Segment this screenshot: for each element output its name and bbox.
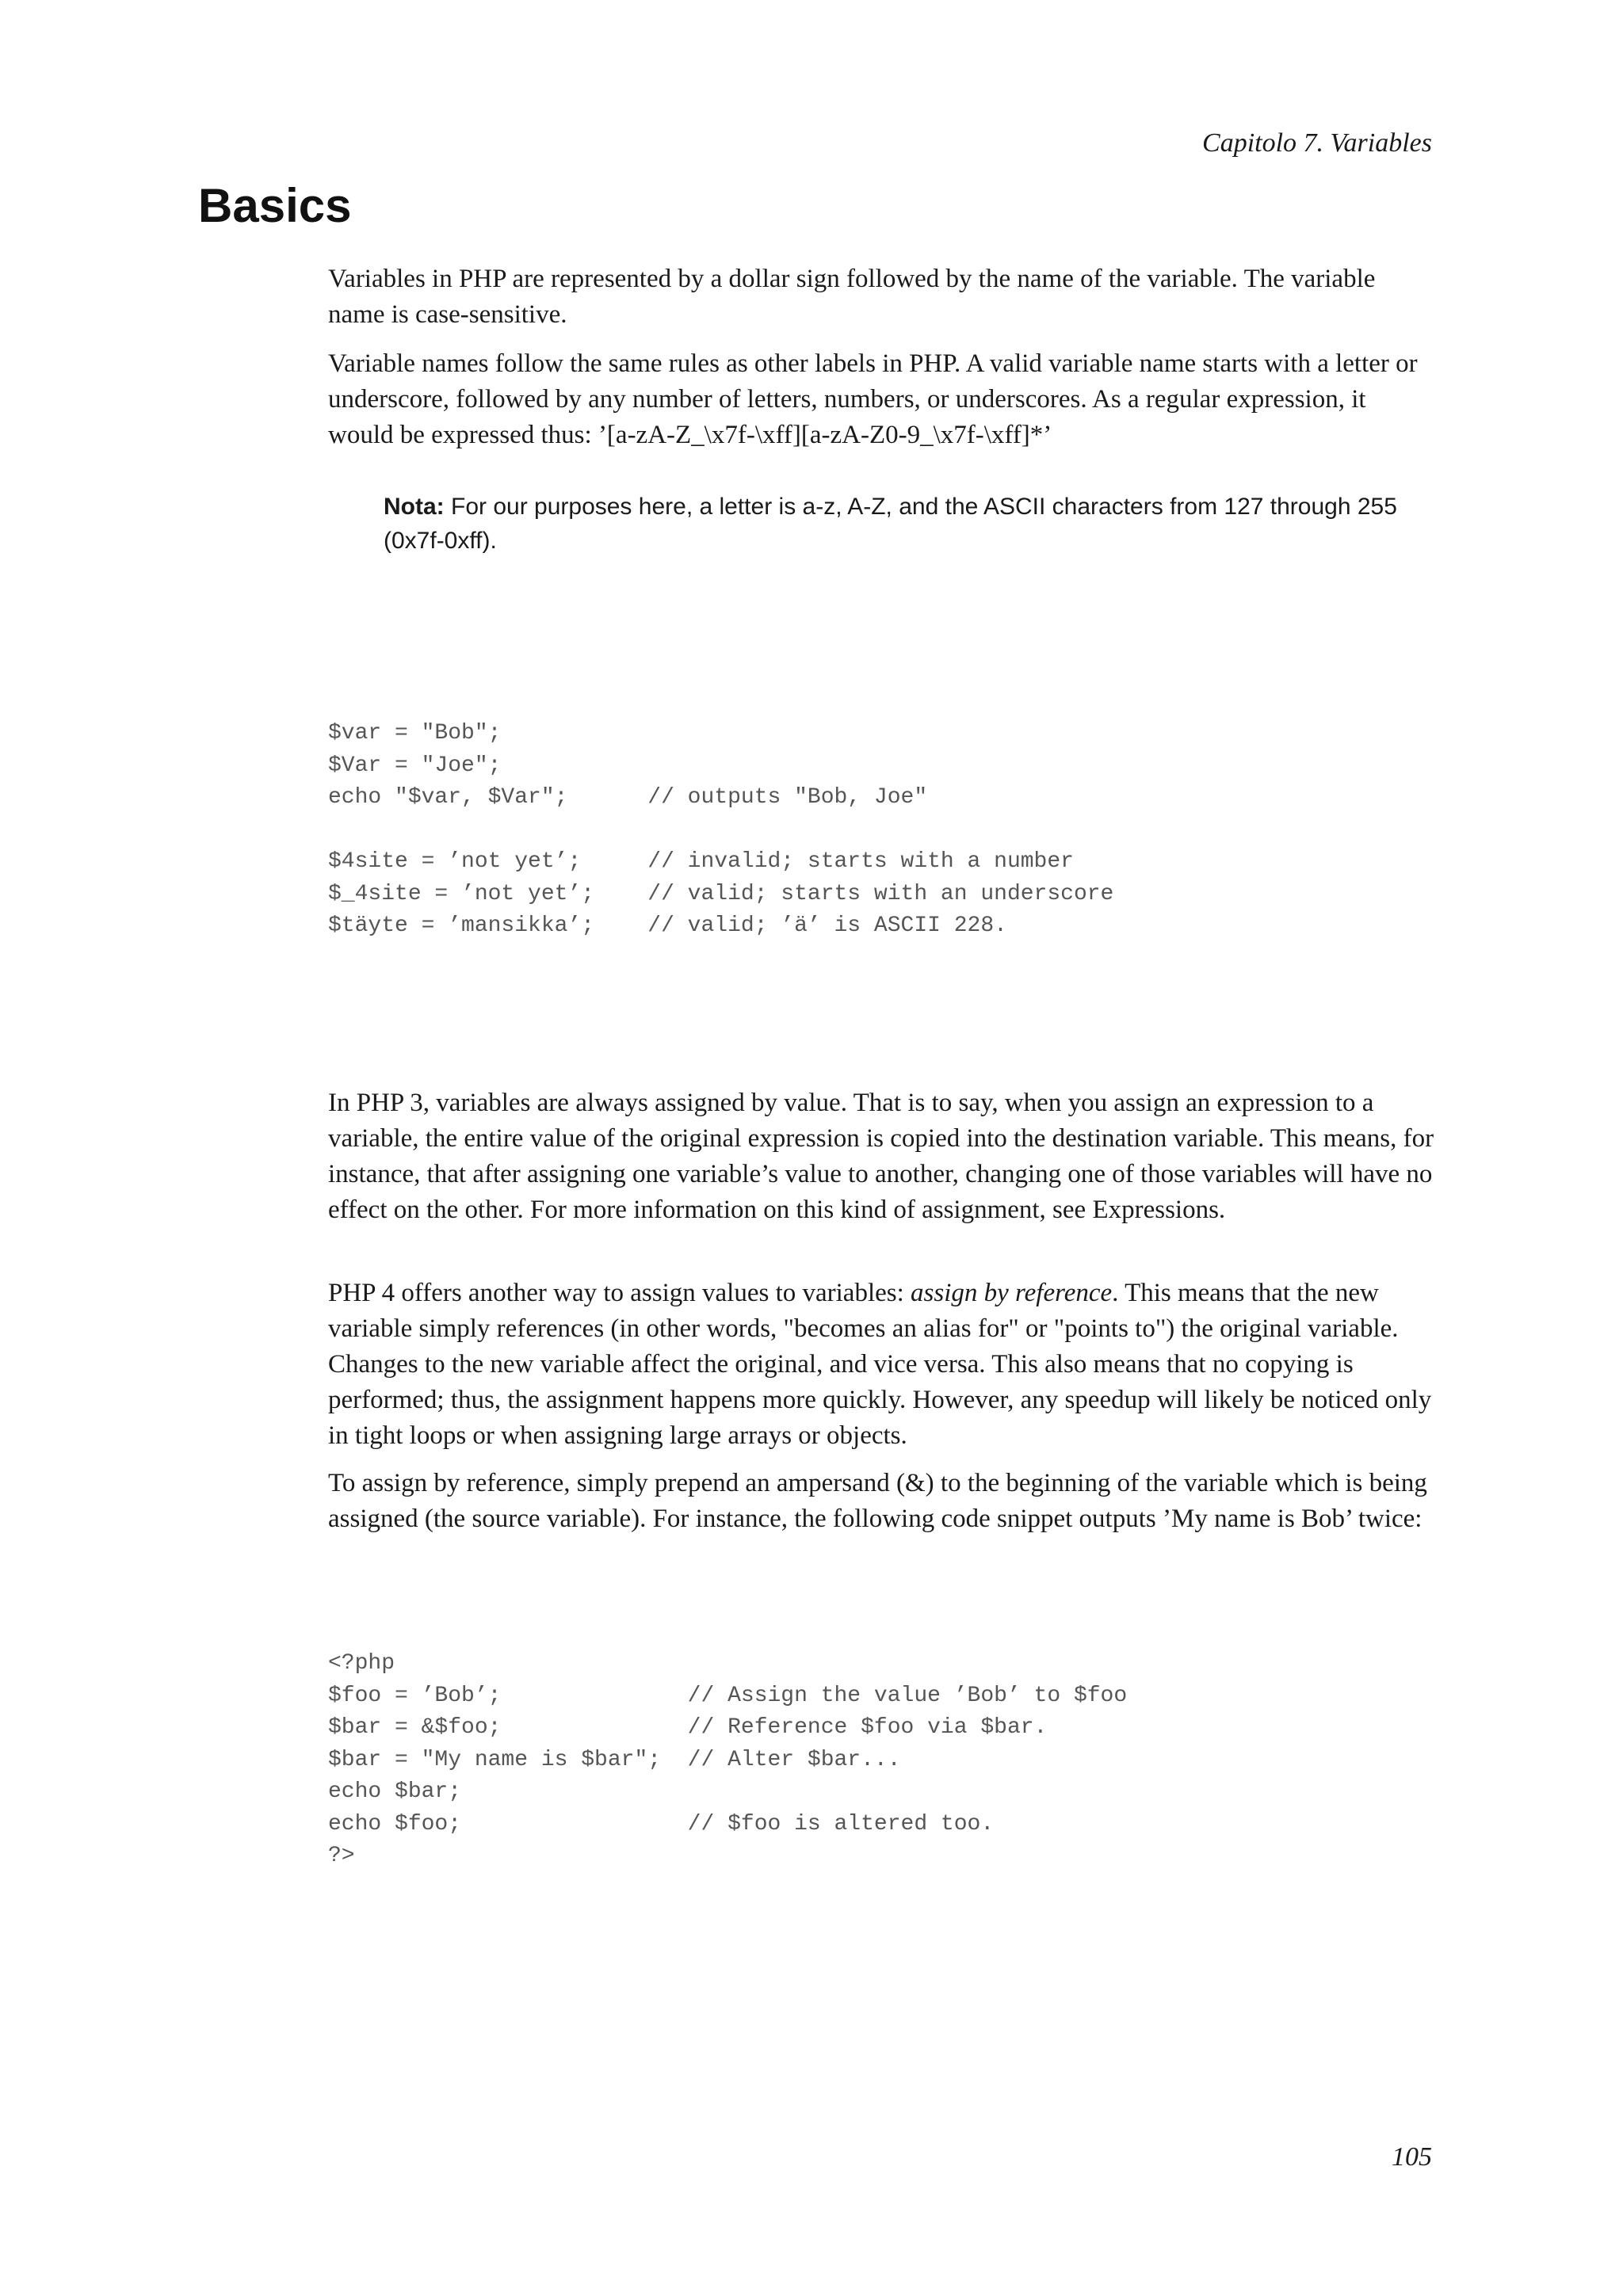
paragraph-reference-howto: To assign by reference, simply prepend an ampersand (&) to the beginning of the variable which is being assigned (the source variable). For instance, the following code snippet outputs ’My name is Bob’ twice: [328,1469,1427,1533]
section-title: Basics [198,179,352,232]
note-label: Nota: [384,494,445,520]
code-example-variable-names: $var = "Bob"; $Var = "Joe"; echo "$var, $Var"; // outputs "Bob, Joe" $4site = ’not yet’; // invalid; starts with a number $_4site = ’not yet’; // valid; starts with an underscore $täyte = ’mansikka’; // valid; ’ä’ is ASCII 228. [328,721,1114,938]
paragraph-assign-by-value: In PHP 3, variables are always assigned by value. That is to say, when you assign an expression to a variable, the entire value of the original expression is copied into the destination variable. This means, for instance, that after assigning one variable’s value to another, changing one of those variables will have no effect on the other. For more information on this kind of assignment, see Expressions. [328,1089,1434,1224]
code-example-reference: <?php $foo = ’Bob’; // Assign the value ’Bob’ to $foo $bar = &$foo; // Reference $foo via $bar. $bar = "My name is $bar"; // Alter $bar... echo $bar; echo $foo; // $foo is altered too. ?> [328,1651,1128,1868]
note-text: For our purposes here, a letter is a-z, A-Z, and the ASCII characters from 127 through 255 (0x7f-0xff). [384,494,1397,554]
running-header: Capitolo 7. Variables [1202,128,1432,158]
paragraph-assign-by-reference [328,1276,1438,1454]
p4-text-start: PHP 4 offers another way to assign values to variables: [328,1279,911,1307]
p4-text-end: . This means that the new variable simply references (in other words, "becomes an alias for" or "points to") the original variable. Changes to the new variable affect the original, and vice versa. This also means that no copying is performed; thus, the assignment happens more quickly. However, any speedup will likely be noticed only in tight loops or when assigning large arrays or objects. [328,1279,1432,1450]
page-number: 105 [1392,2142,1432,2172]
note-callout [384,490,1445,558]
paragraph-intro: Variables in PHP are represented by a dollar sign followed by the name of the variable. The variable name is case-sensitive. [328,265,1376,329]
p4-emphasis: assign by reference [911,1279,1113,1307]
paragraph-naming-rules: Variable names follow the same rules as other labels in PHP. A valid variable name starts with a letter or underscore, followed by any number of letters, numbers, or underscores. As a regular expression, it would be expressed thus: ’[a-zA-Z_\x7f-\xff][a-zA-Z0-9_\x7f-\xff]*’ [328,349,1418,449]
